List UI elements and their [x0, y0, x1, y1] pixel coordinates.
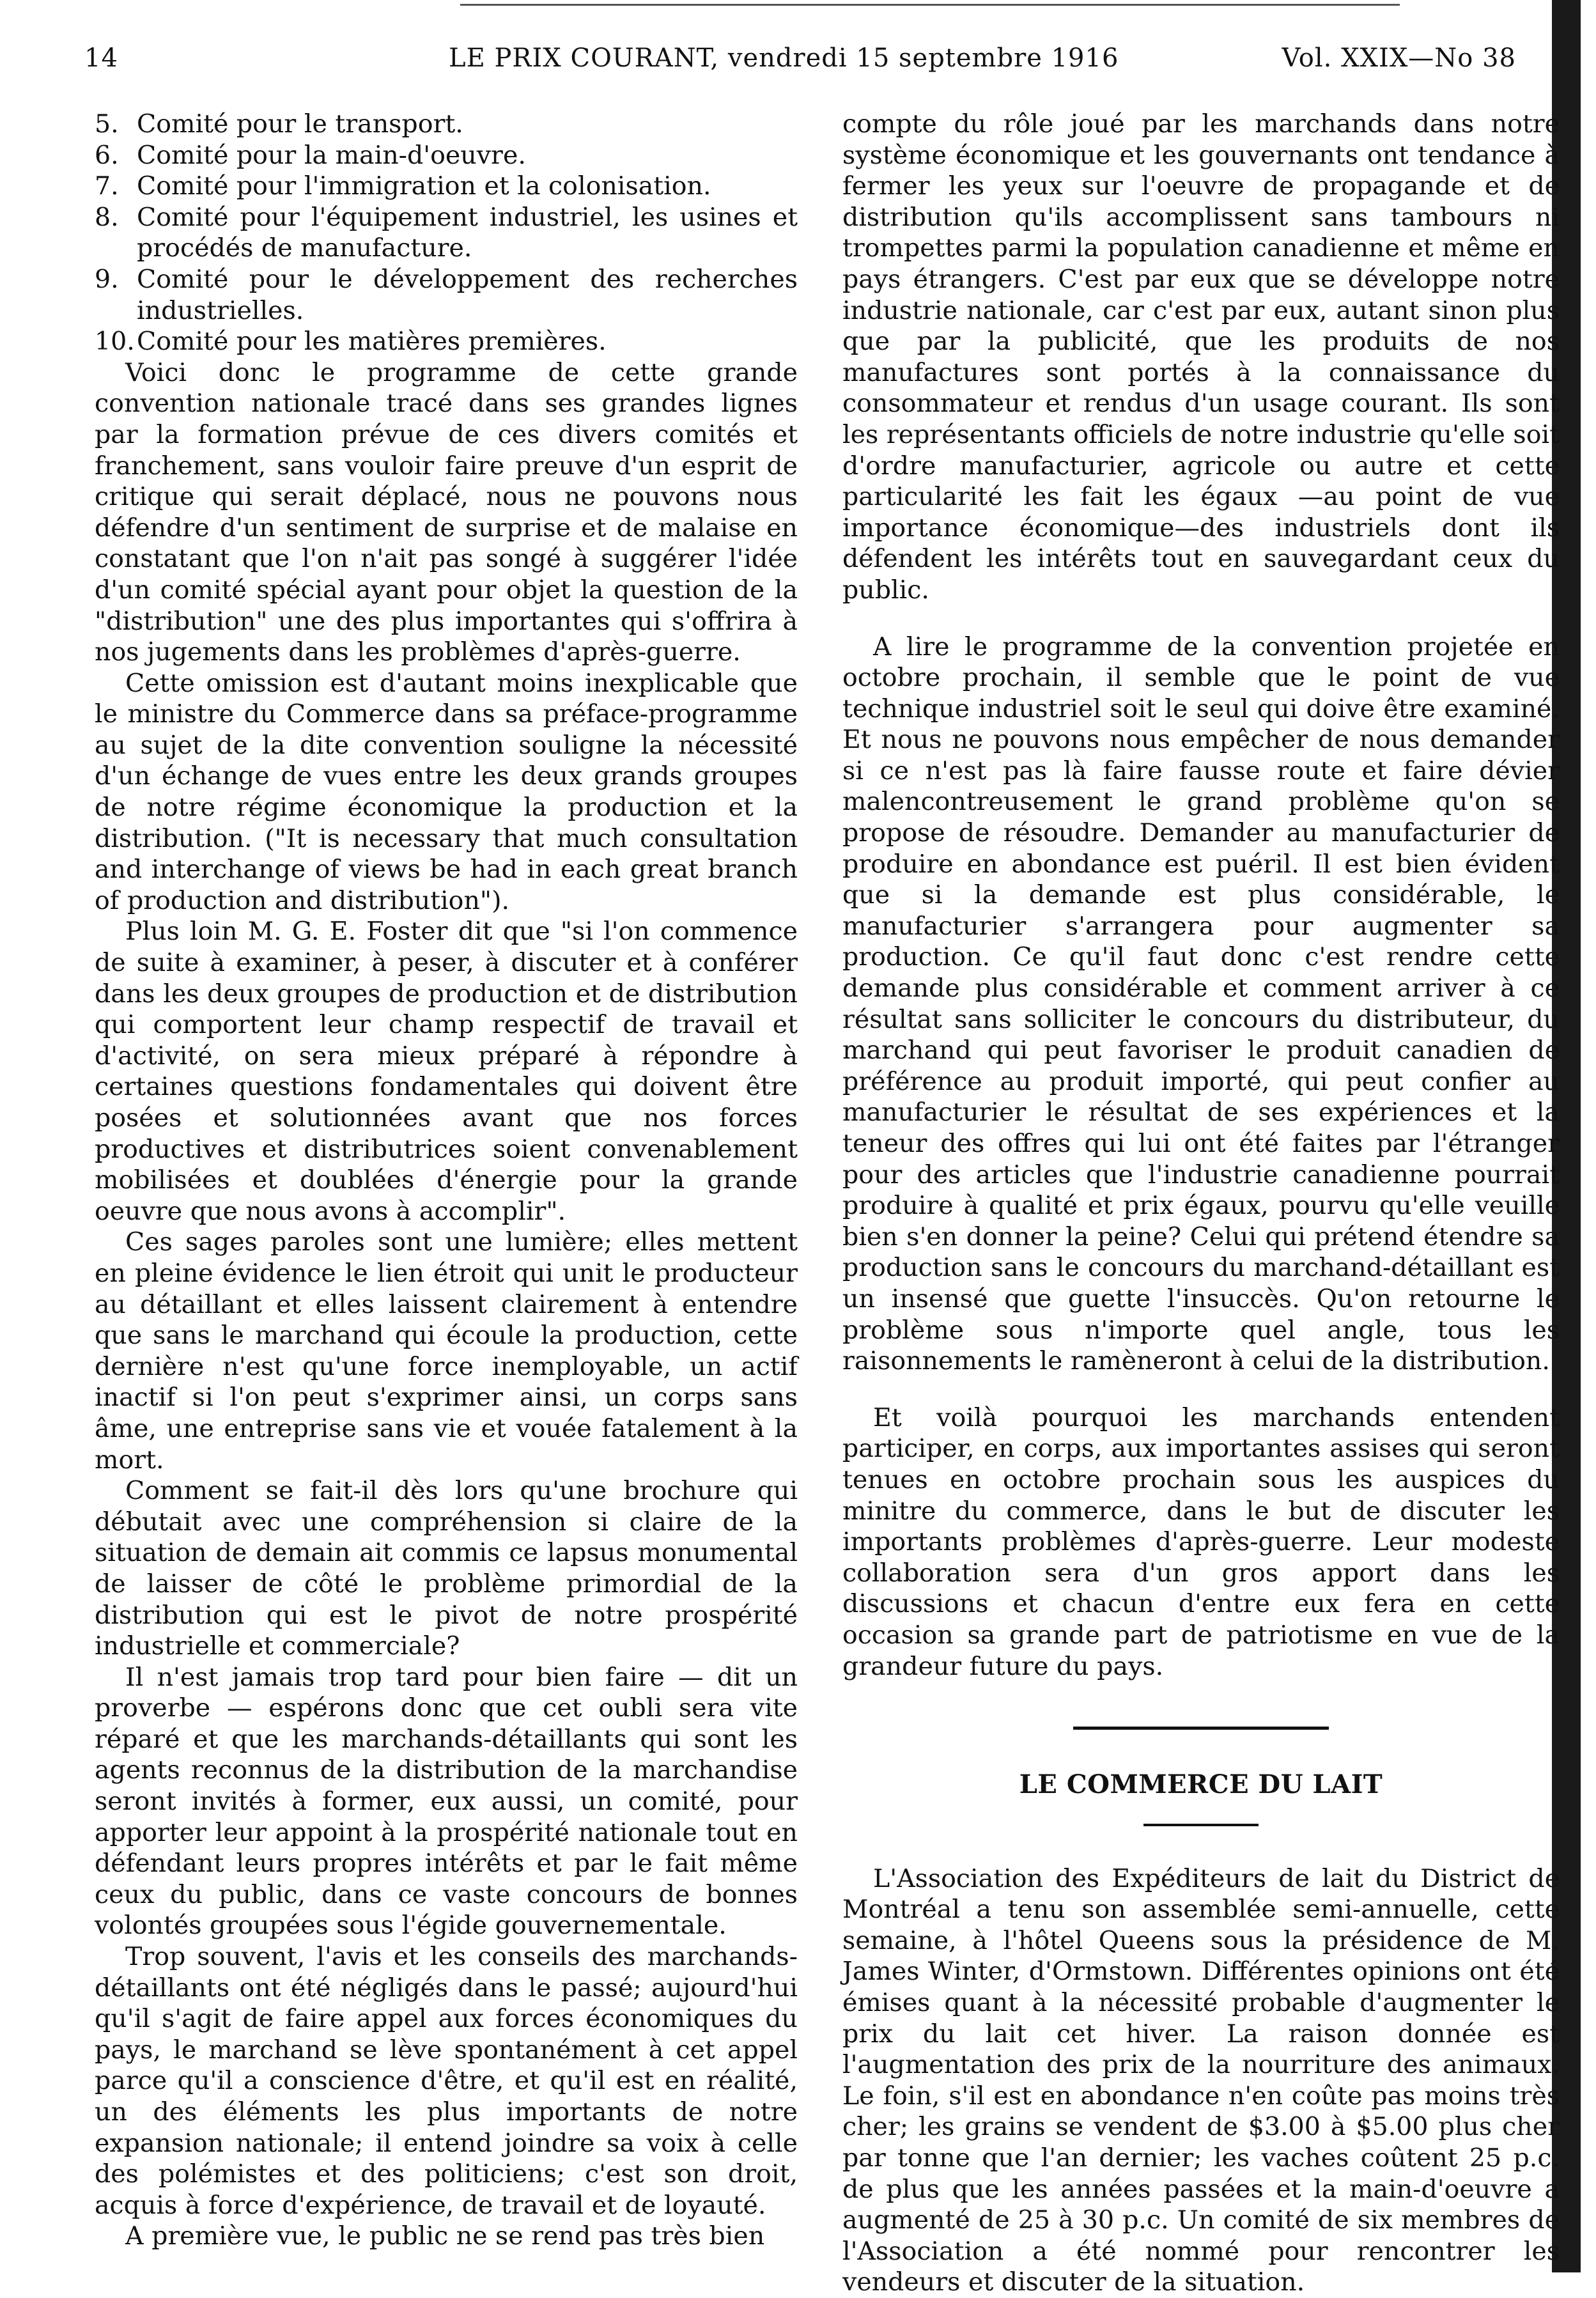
paragraph: Comment se fait-il dès lors qu'une brochure qui débutait avec une compréhension si claire de la situation de demain ait commis ce lapsus monumental de laisser de côté le problème primordial de la distribution qui est le pivot de notre prospérité industrielle et commerciale?: [95, 1476, 798, 1661]
paragraph: Voici donc le programme de cette grande convention nationale tracé dans ses grandes lignes par la formation prévue de ces divers comités et franchement, sans vouloir faire preuve d'un esprit de critique qui serait déplacé, nous ne pouvons nous défendre d'un sentiment de surprise et de malaise en constatant que l'on n'ait pas songé à suggérer l'idée d'un comité spécial ayant pour objet la question de la "distribution" une des plus importantes qui s'offrira à nos jugements dans les problèmes d'après-guerre.: [95, 357, 798, 667]
committee-list: [95, 109, 798, 357]
paragraph: A lire le programme de la convention projetée en octobre prochain, il semble que le point de vue technique industriel soit le seul qui doive être examiné. Et nous ne pouvons nous empêcher de nous demander si ce n'est pas là faire fausse route et faire dévier malencontreusement le grand problème qu'on se propose de résoudre. Demander au manufacturier de produire en abondance est puéril. Il est bien évident que si la demande est plus considérable, le manufacturier s'arrangera pour augmenter sa production. Ce qu'il faut donc c'est rendre cette demande plus considérable et comment arriver à ce résultat sans solliciter le concours du distributeur, du marchand qui peut favoriser le produit canadien de préférence au produit importé, qui peut confier au manufacturier le résultat de ses expériences et la teneur des offres qui lui ont été faites par l'étranger pour des articles que l'industrie canadienne pourrait produire à qualité et prix égaux, pourvu qu'elle veuille bien s'en donner la peine? Celui qui prétend étendre sa production sans le concours du marchand-détaillant est un insensé que guette l'insuccès. Qu'on retourne le problème sous n'importe quel angle, tous les raisonnements le ramèneront à celui de la distribution.: [842, 632, 1560, 1376]
paragraph: compte du rôle joué par les marchands dans notre système économique et les gouvernants ont tendance à fermer les yeux sur l'oeuvre de propagande et de distribution qu'ils accomplissent sans tambours ni trompettes parmi la population canadienne et même en pays étrangers. C'est par eux que se développe notre industrie nationale, car c'est par eux, autant sinon plus que par la publicité, que les produits de nos manufactures sont portés à la connaissance du consommateur et rendus d'un usage courant. Ils sont les représentants officiels de notre industrie qu'elle soit d'ordre manufacturier, agricole ou autre et cette particularité les fait les égaux —au point de vue importance économique—des industriels dont ils défendent les intérêts tout en sauvegardant ceux du public.: [842, 109, 1560, 605]
paragraph: Ces sages paroles sont une lumière; elles mettent en pleine évidence le lien étroit qui unit le producteur au détaillant et elles laissent clairement à entendre que sans le marchand qui écoule la production, cette dernière n'est qu'une force inemployable, un actif inactif si l'on peut s'exprimer ainsi, un corps sans âme, une entreprise sans vie et vouée fatalement à la mort.: [95, 1227, 798, 1475]
list-item: 6. Comité pour la main-d'oeuvre.: [95, 140, 526, 170]
paragraph: Trop souvent, l'avis et les conseils des marchands-détaillants ont été négligés dans le passé; aujourd'hui qu'il s'agit de faire appel aux forces économiques du pays, le marchand se lève spontanément à cet appel parce qu'il a conscience d'être, et qu'il est en réalité, un des éléments les plus importants de notre expansion nationale; il entend joindre sa voix à celle des polémistes et des politiciens; c'est son droit, acquis à force d'expérience, de travail et de loyauté.: [95, 1942, 798, 2220]
right-column: [842, 109, 1560, 2298]
list-item: 9. Comité pour le développement des recherches industrielles.: [95, 264, 798, 325]
paragraph: A première vue, le public ne se rend pas très bien: [125, 2221, 765, 2251]
list-item: 5. Comité pour le transport.: [95, 109, 463, 139]
paragraph: Cette omission est d'autant moins inexplicable que le ministre du Commerce dans sa préface-programme au sujet de la dite convention souligne la nécessité d'un échange de vues entre les deux grands groupes de notre régime économique la production et la distribution. ("It is necessary that much consultation and interchange of views be had in each great branch of production and distribution").: [95, 668, 798, 915]
section-title: LE COMMERCE DU LAIT: [1019, 1769, 1383, 1800]
paragraph: Il n'est jamais trop tard pour bien faire — dit un proverbe — espérons donc que cet oubli sera vite réparé et que les marchands-détaillants qui sont les agents reconnus de la distribution de la marchandise seront invités à former, eux aussi, un comité, pour apporter leur appoint à la prospérité nationale tout en défendant leurs propres intérêts et par le fait même ceux du public, dans ce vaste concours de bonnes volontés groupées sous l'égide gouvernementale.: [95, 1662, 798, 1941]
section-divider: [1073, 1727, 1329, 1730]
publication-title: LE PRIX COURANT, vendredi 15 septembre 1916: [449, 43, 1119, 73]
title-underline: [1143, 1824, 1259, 1826]
top-edge-rule: [460, 4, 1400, 6]
list-item: 8. Comité pour l'équipement industriel, les usines et procédés de manufacture.: [95, 202, 798, 263]
list-item: 7. Comité pour l'immigration et la colonisation.: [95, 171, 711, 201]
left-column: [95, 109, 798, 2252]
page-header: [84, 43, 1516, 82]
page-number: 14: [84, 43, 118, 73]
paragraph: Et voilà pourquoi les marchands entendent participer, en corps, aux importantes assises qui seront tenues en octobre prochain sous les auspices du minitre du commerce, dans le but de discuter les importants problèmes d'après-guerre. Leur modeste collaboration sera d'un gros apport dans les discussions et chacun d'entre eux fera en cette occasion sa grande part de patriotisme en vue de la grandeur future du pays.: [842, 1402, 1560, 1681]
list-item: 10.Comité pour les matières premières.: [95, 327, 607, 357]
paragraph: Plus loin M. G. E. Foster dit que "si l'on commence de suite à examiner, à peser, à discuter et à conférer dans les deux groupes de production et de distribution qui comportent leur champ respectif de travail et d'activité, on sera mieux préparé à répondre à certaines questions fondamentales qui doivent être posées et solutionnées avant que nos forces productives et distributrices soient convenablement mobilisées et doublées d'énergie pour la grande oeuvre que nous avons à accomplir".: [95, 917, 798, 1226]
volume-number: Vol. XXIX—No 38: [1282, 43, 1516, 73]
paragraph: L'Association des Expéditeurs de lait du District de Montréal a tenu son assemblée semi-annuelle, cette semaine, à l'hôtel Queens sous la présidence de M. James Winter, d'Ormstown. Différentes opinions ont été émises quant à la nécessité probable d'augmenter le prix du lait cet hiver. La raison donnée est l'augmentation des prix de la nourriture des animaux. Le foin, s'il est en abondance n'en coûte pas moins très cher; les grains se vendent de $3.00 à $5.00 plus cher par tonne que l'an dernier; les vaches coûtent 25 p.c. de plus que les années passées et la main-d'oeuvre a augmenté de 25 à 30 p.c. Un comité de six membres de l'Association a été nommé pour rencontrer les vendeurs et discuter de la situation.: [842, 1863, 1560, 2297]
